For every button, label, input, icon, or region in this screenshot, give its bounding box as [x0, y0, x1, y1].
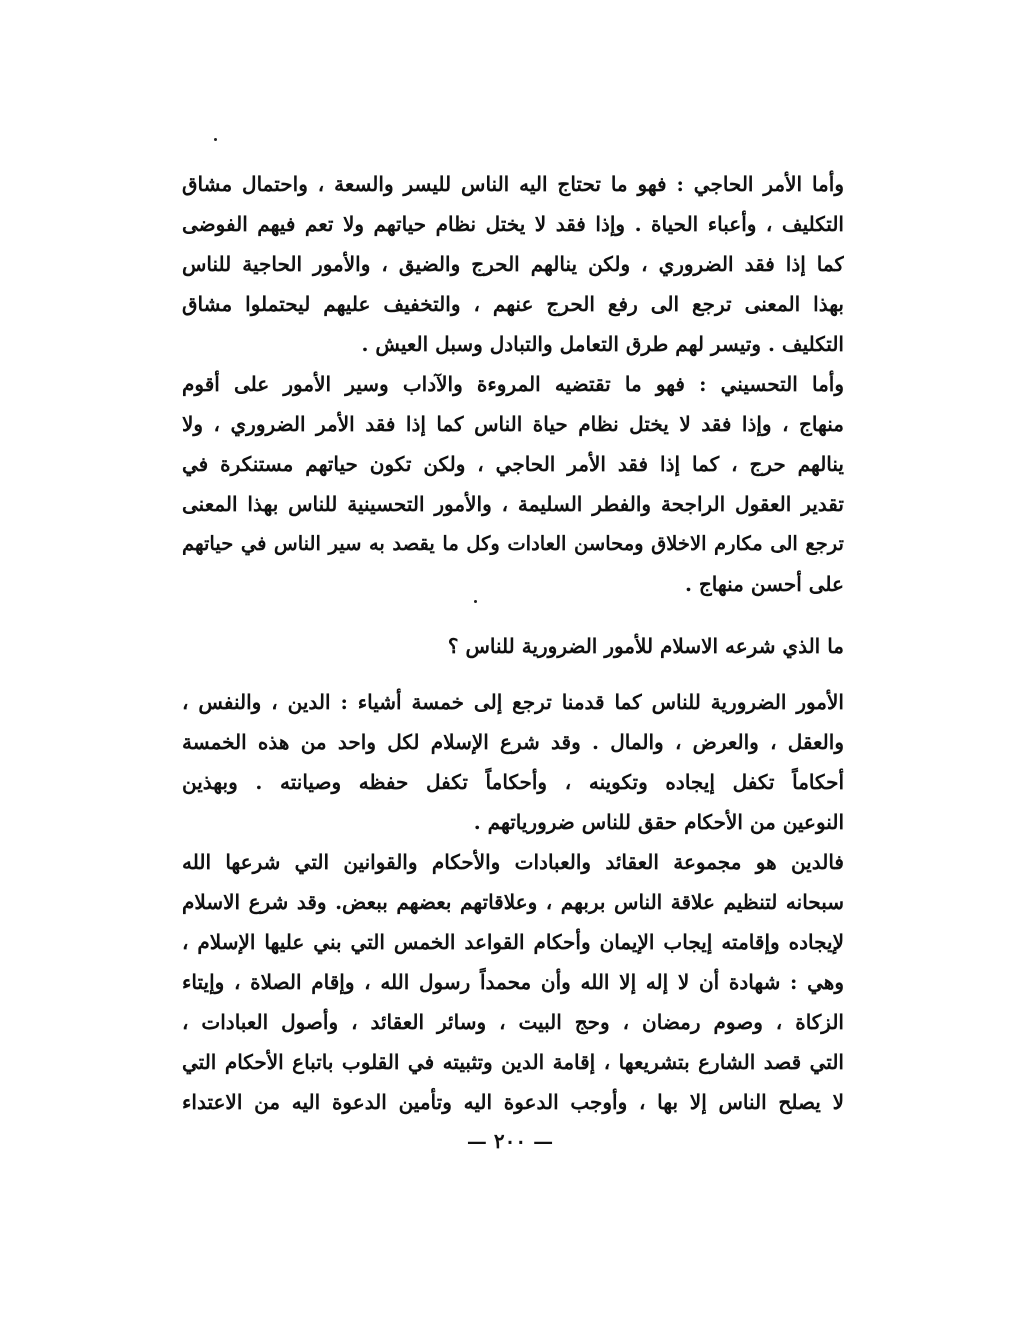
text-line: أحكاماً تكفل إيجاده وتكوينه ، وأحكاماً تكفل حفظه وصيانته . وبهذين: [182, 770, 844, 794]
text-line: وأما الأمر الحاجي : فهو ما تحتاج اليه الناس لليسر والسعة ، واحتمال مشاق: [182, 172, 844, 196]
text-line: كما إذا فقد الضروري ، ولكن ينالهم الحرج والضيق ، والأمور الحاجية للناس: [182, 252, 844, 276]
text-line: التي قصد الشارع بتشريعها ، إقامة الدين وتثبيته في القلوب باتباع الأحكام التي: [182, 1050, 844, 1074]
scan-speck: [214, 138, 217, 141]
text-line: تقدير العقول الراجحة والفطر السليمة ، والأمور التحسينية للناس بهذا المعنى: [182, 492, 844, 516]
text-line: والعقل ، والعرض ، والمال . وقد شرع الإسلام لكل واحد من هذه الخمسة: [182, 730, 844, 754]
paragraph-tahsiniyat: [182, 364, 844, 604]
paragraph-din: [182, 842, 844, 1122]
text-line: بهذا المعنى ترجع الى رفع الحرج عنهم ، والتخفيف عليهم ليحتملوا مشاق: [182, 292, 844, 316]
text-line: ترجع الى مكارم الاخلاق ومحاسن العادات وكل ما يقصد به سير الناس في حياتهم: [182, 532, 844, 555]
text-line: وأما التحسيني : فهو ما تقتضيه المروءة والآداب وسير الأمور على أقوم: [182, 372, 844, 396]
text-line: منهاج ، وإذا فقد لا يختل نظام حياة الناس كما إذا فقد الأمر الضروري ، ولا: [182, 412, 844, 436]
text-line: النوعين من الأحكام حقق للناس ضرورياتهم .: [473, 810, 844, 834]
text-line: لا يصلح الناس إلا بها ، وأوجب الدعوة اليه وتأمين الدعوة اليه من الاعتداء: [182, 1090, 844, 1114]
section-heading: ما الذي شرعه الاسلام للأمور الضرورية للناس ؟: [447, 634, 844, 658]
page-number: — ٢٠٠ —: [466, 1129, 554, 1153]
text-line: على أحسن منهاج .: [684, 572, 844, 596]
text-line: التكليف . وتيسر لهم طرق التعامل والتبادل وسبل العيش .: [361, 332, 844, 356]
paragraph-daruriyat: [182, 682, 844, 842]
text-line: وهي : شهادة أن لا إله إلا الله وأن محمداً رسول الله ، وإقام الصلاة ، وإيتاء: [182, 970, 844, 994]
paragraph-hajiyat: [182, 164, 844, 364]
text-line: فالدين هو مجموعة العقائد والعبادات والأحكام والقوانين التي شرعها الله: [182, 850, 844, 874]
text-line: سبحانه لتنظيم علاقة الناس بربهم ، وعلاقاتهم بعضهم ببعض. وقد شرع الاسلام: [182, 890, 844, 914]
text-line: التكليف ، وأعباء الحياة . وإذا فقد لا يختل نظام حياتهم ولا تعم فيهم الفوضى: [182, 212, 844, 236]
text-line: الزكاة ، وصوم رمضان ، وحج البيت ، وسائر العقائد ، وأصول العبادات ،: [182, 1010, 844, 1034]
text-line: ينالهم حرج ، كما إذا فقد الأمر الحاجي ، ولكن تكون حياتهم مستنكرة في: [182, 452, 844, 476]
text-line: الأمور الضرورية للناس كما قدمنا ترجع إلى خمسة أشياء : الدين ، والنفس ،: [182, 690, 844, 714]
text-line: لإيجاده وإقامته إيجاب الإيمان وأحكام القواعد الخمس التي بني عليها الإسلام ،: [182, 930, 844, 954]
